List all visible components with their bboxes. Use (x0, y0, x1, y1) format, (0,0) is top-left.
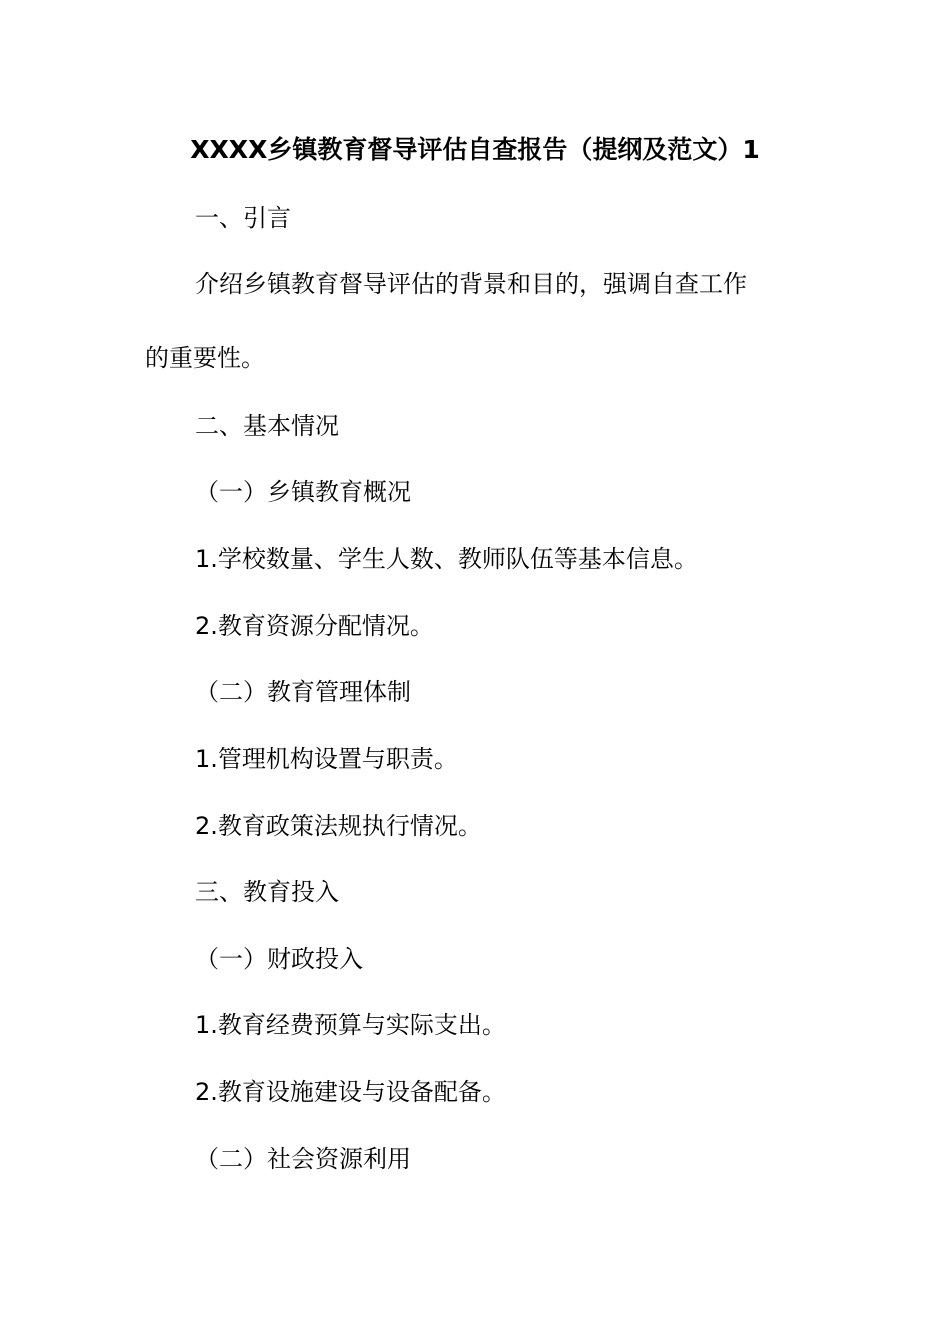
section-heading-basic-info: 二、基本情况 (195, 412, 339, 440)
paragraph-line: 介绍乡镇教育督导评估的背景和目的，强调自查工作 (195, 270, 747, 298)
document-title: XXXX乡镇教育督导评估自查报告（提纲及范文）1 (190, 135, 760, 164)
list-item: 1.学校数量、学生人数、教师队伍等基本信息。 (195, 545, 698, 573)
section-heading-investment: 三、教育投入 (195, 878, 339, 906)
list-item: 2.教育资源分配情况。 (195, 612, 434, 640)
list-item: 2.教育设施建设与设备配备。 (195, 1078, 506, 1106)
subsection-heading: （二）社会资源利用 (195, 1145, 411, 1173)
list-item: 1.教育经费预算与实际支出。 (195, 1011, 506, 1039)
subsection-heading: （一）乡镇教育概况 (195, 478, 411, 506)
list-item: 2.教育政策法规执行情况。 (195, 812, 482, 840)
subsection-heading: （二）教育管理体制 (195, 678, 411, 706)
subsection-heading: （一）财政投入 (195, 945, 363, 973)
paragraph-line: 的重要性。 (145, 344, 265, 372)
list-item: 1.管理机构设置与职责。 (195, 745, 458, 773)
section-heading-introduction: 一、引言 (195, 204, 291, 232)
